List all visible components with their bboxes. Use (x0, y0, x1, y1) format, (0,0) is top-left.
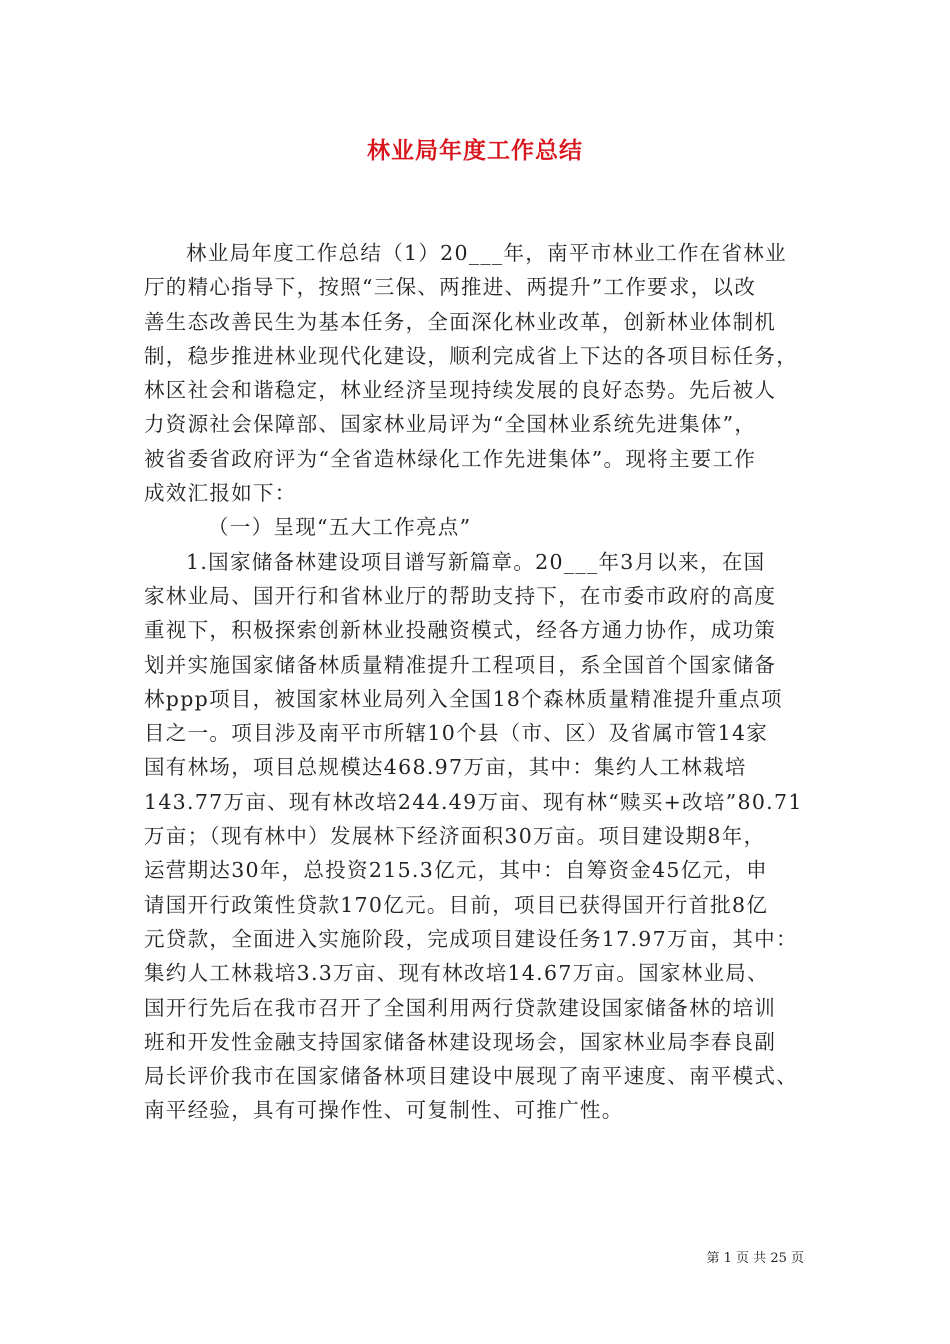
text-line: 成效汇报如下： (144, 481, 297, 506)
text-line: 南平经验，具有可操作性、可复制性、可推广性。 (144, 1098, 624, 1123)
text-line: 请国开行政策性贷款170亿元。目前，项目已获得国开行首批8亿 (144, 892, 769, 917)
text-line: 班和开发性金融支持国家储备林建设现场会，国家林业局李春良副 (144, 1029, 777, 1054)
text-line: 林业局年度工作总结（1）20___年，南平市林业工作在省林业 (186, 241, 787, 265)
text-line: 国有林场，项目总规模达468.97万亩，其中：集约人工林栽培 (144, 755, 747, 780)
text-line: 国开行先后在我市召开了全国利用两行贷款建设国家储备林的培训 (144, 995, 777, 1020)
text-line: 善生态改善民生为基本任务，全面深化林业改革，创新林业体制机 (144, 309, 777, 334)
text-line: 划并实施国家储备林质量精准提升工程项目，系全国首个国家储备 (144, 652, 777, 677)
text-line: 1.国家储备林建设项目谱写新篇章。20___年3月以来，在国 (186, 549, 766, 574)
text-line: 林ppp项目，被国家林业局列入全国18个森林质量精准提升重点项 (144, 686, 783, 711)
text-line: 集约人工林栽培3.3万亩、现有林改培14.67万亩。国家林业局、 (144, 961, 769, 986)
text-line: 局长评价我市在国家储备林项目建设中展现了南平速度、南平模式、 (144, 1064, 798, 1089)
section-heading: （一）呈现“五大工作亮点” (208, 515, 472, 540)
text-line: 被省委省政府评为“全省造林绿化工作先进集体”。现将主要工作 (144, 446, 757, 471)
text-line: 元贷款，全面进入实施阶段，完成项目建设任务17.97万亩，其中： (144, 926, 798, 951)
text-line: 林区社会和谐稳定，林业经济呈现持续发展的良好态势。先后被人 (144, 378, 777, 403)
text-line: 重视下，积极探索创新林业投融资模式，经各方通力协作，成功策 (144, 618, 777, 643)
text-line: 力资源社会保障部、国家林业局评为“全国林业系统先进集体”， (144, 412, 757, 437)
text-line: 运营期达30年，总投资215.3亿元，其中：自筹资金45亿元，申 (144, 858, 768, 883)
document-body (144, 236, 814, 1128)
text-line: 家林业局、国开行和省林业厅的帮助支持下，在市委市政府的高度 (144, 583, 777, 608)
text-line: 制，稳步推进林业现代化建设，顺利完成省上下达的各项目标任务， (144, 343, 798, 368)
text-line: 目之一。项目涉及南平市所辖10个县（市、区）及省属市管14家 (144, 721, 769, 746)
text-line: 143.77万亩、现有林改培244.49万亩、现有林“赎买+改培”80.71 (144, 789, 803, 814)
document-title: 林业局年度工作总结 (367, 137, 583, 164)
text-line: 万亩；（现有林中）发展林下经济面积30万亩。项目建设期8年， (144, 824, 766, 849)
page-number-footer: 第 1 页 共 25 页 (706, 1251, 804, 1266)
text-line: 厅的精心指导下，按照“三保、两推进、两提升”工作要求，以改 (144, 275, 757, 300)
